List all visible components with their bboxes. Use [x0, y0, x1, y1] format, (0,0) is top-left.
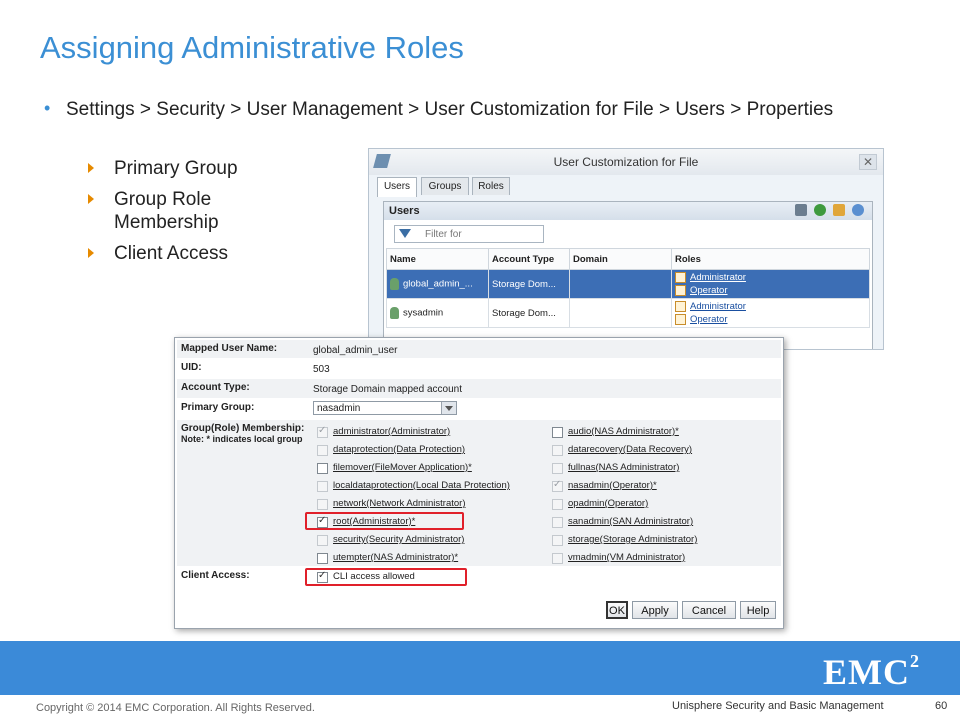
- ok-button[interactable]: OK: [606, 601, 628, 619]
- close-icon[interactable]: ✕: [859, 154, 877, 170]
- primary-group-select[interactable]: nasadmin: [313, 401, 457, 415]
- account-type-row: [177, 379, 781, 398]
- membership-row: [177, 420, 781, 566]
- section-title: Unisphere Security and Basic Management: [672, 700, 884, 712]
- primary-group-row: [177, 399, 781, 419]
- account-type-value: Storage Domain mapped account: [313, 384, 462, 395]
- chevron-down-icon[interactable]: [441, 402, 456, 414]
- column-header-account-type[interactable]: Account Type: [489, 249, 570, 270]
- arrow-right-icon: [88, 163, 94, 173]
- checkbox[interactable]: [552, 463, 563, 474]
- apply-button[interactable]: Apply: [632, 601, 678, 619]
- role-link[interactable]: Administrator: [675, 300, 866, 313]
- column-header-domain[interactable]: Domain: [570, 249, 672, 270]
- cell-name: global_admin_...: [387, 270, 489, 299]
- column-header-roles[interactable]: Roles: [672, 249, 870, 270]
- mapped-user-row: [177, 340, 781, 358]
- role-icon: [675, 301, 686, 312]
- cell-name: sysadmin: [387, 299, 489, 328]
- cli-highlight-box: [305, 568, 467, 586]
- panel-title: Users: [389, 205, 420, 217]
- group-label: dataprotection(Data Protection): [333, 444, 466, 455]
- checkbox[interactable]: [317, 481, 328, 492]
- client-access-row: Client Access: ✓ CLI access allowed: [177, 567, 781, 593]
- root-highlight-box: [305, 512, 464, 530]
- account-type-label: Account Type:: [181, 382, 250, 393]
- group-label: nasadmin(Operator)*: [568, 480, 657, 491]
- group-label: utempter(NAS Administrator)*: [333, 552, 459, 563]
- checkbox[interactable]: [552, 499, 563, 510]
- membership-label: Group(Role) Membership: Note: * indicates local group: [181, 423, 305, 444]
- help-button[interactable]: Help: [740, 601, 776, 619]
- user-customization-window: [368, 148, 884, 350]
- checkbox[interactable]: [317, 499, 328, 510]
- cell-domain: [570, 299, 672, 328]
- tab-groups[interactable]: Groups: [421, 177, 469, 195]
- checkbox[interactable]: [552, 517, 563, 528]
- group-label: audio(NAS Administrator)*: [568, 426, 679, 437]
- group-label: storage(Storage Administrator): [568, 534, 698, 545]
- user-icon: [390, 307, 399, 319]
- group-label: localdataprotection(Local Data Protection): [333, 480, 510, 491]
- mapped-user-label: Mapped User Name:: [181, 343, 278, 354]
- cancel-button[interactable]: Cancel: [682, 601, 736, 619]
- group-label: fullnas(NAS Administrator): [568, 462, 680, 473]
- tab-roles[interactable]: Roles: [472, 177, 510, 195]
- filter-icon[interactable]: [399, 229, 411, 238]
- group-label: filemover(FileMover Application)*: [333, 462, 472, 473]
- group-label: network(Network Administrator): [333, 498, 466, 509]
- uid-label: UID:: [181, 362, 202, 373]
- sub-bullet-primary-group: Primary Group: [88, 157, 288, 180]
- cell-roles: [672, 299, 870, 328]
- bullet-dot-icon: •: [44, 98, 51, 118]
- mapped-user-value: global_admin_user: [313, 345, 398, 356]
- window-titlebar: [369, 149, 883, 175]
- role-icon: [675, 285, 686, 296]
- checkbox[interactable]: [317, 427, 328, 438]
- arrow-right-icon: [88, 194, 94, 204]
- checkbox[interactable]: [552, 553, 563, 564]
- help-icon[interactable]: [852, 204, 864, 216]
- column-header-name[interactable]: Name: [387, 249, 489, 270]
- table-header-row: [387, 249, 870, 270]
- group-label: root(Administrator)*: [333, 516, 416, 527]
- bullet-text: Settings > Security > User Management > User Customization for File > Users > Properties: [66, 99, 834, 120]
- page-number: 60: [935, 700, 948, 712]
- checkbox[interactable]: [317, 553, 328, 564]
- cell-roles: [672, 270, 870, 299]
- arrow-right-icon: [88, 248, 94, 258]
- group-label: security(Security Administrator): [333, 534, 465, 545]
- checkbox[interactable]: [317, 463, 328, 474]
- footer-bar: [0, 641, 960, 695]
- cell-account-type: Storage Dom...: [489, 270, 570, 299]
- group-label: vmadmin(VM Administrator): [568, 552, 686, 563]
- sub-bullet-client-access: Client Access: [88, 242, 288, 265]
- checkbox[interactable]: [552, 481, 563, 492]
- group-label: sanadmin(SAN Administrator): [568, 516, 694, 527]
- filter-input[interactable]: [394, 225, 544, 243]
- user-icon: [390, 278, 399, 290]
- checkbox[interactable]: [552, 445, 563, 456]
- filter-placeholder: Filter for: [425, 229, 462, 240]
- group-label: opadmin(Operator): [568, 498, 649, 509]
- role-icon: [675, 272, 686, 283]
- table-row[interactable]: [387, 270, 870, 299]
- slide-title: Assigning Administrative Roles: [40, 30, 464, 65]
- checkbox[interactable]: [317, 535, 328, 546]
- panel-toolbar: [791, 204, 864, 222]
- group-label: administrator(Administrator): [333, 426, 451, 437]
- role-link[interactable]: Operator: [675, 284, 866, 297]
- client-access-label: Client Access:: [181, 570, 250, 581]
- users-panel: [383, 201, 873, 350]
- group-label: datarecovery(Data Recovery): [568, 444, 693, 455]
- tab-users[interactable]: Users: [377, 177, 417, 197]
- copyright-text: Copyright © 2014 EMC Corporation. All Rights Reserved.: [36, 702, 315, 714]
- refresh-icon[interactable]: [814, 204, 826, 216]
- membership-note: Note: * indicates local group: [181, 434, 303, 444]
- emc-logo: EMC$^2$: [823, 651, 920, 692]
- sub-bullet-group-role: Group Role Membership: [88, 188, 288, 234]
- checkbox[interactable]: [552, 535, 563, 546]
- checkbox[interactable]: [317, 445, 328, 456]
- role-link[interactable]: Administrator: [675, 271, 866, 284]
- tools-icon[interactable]: [795, 204, 807, 216]
- role-icon: [675, 314, 686, 325]
- uid-row: [177, 359, 781, 378]
- checkbox[interactable]: [552, 427, 563, 438]
- primary-group-label: Primary Group:: [181, 402, 255, 413]
- panel-header: [384, 202, 872, 220]
- table-row[interactable]: [387, 299, 870, 328]
- uid-value: 503: [313, 364, 330, 375]
- cell-domain: [570, 270, 672, 299]
- role-link[interactable]: Operator: [675, 313, 866, 326]
- cell-account-type: Storage Dom...: [489, 299, 570, 328]
- main-bullet: [44, 98, 914, 122]
- export-icon[interactable]: [833, 204, 845, 216]
- user-properties-dialog: [174, 337, 784, 629]
- window-title: User Customization for File: [553, 155, 699, 169]
- users-table: [386, 248, 870, 328]
